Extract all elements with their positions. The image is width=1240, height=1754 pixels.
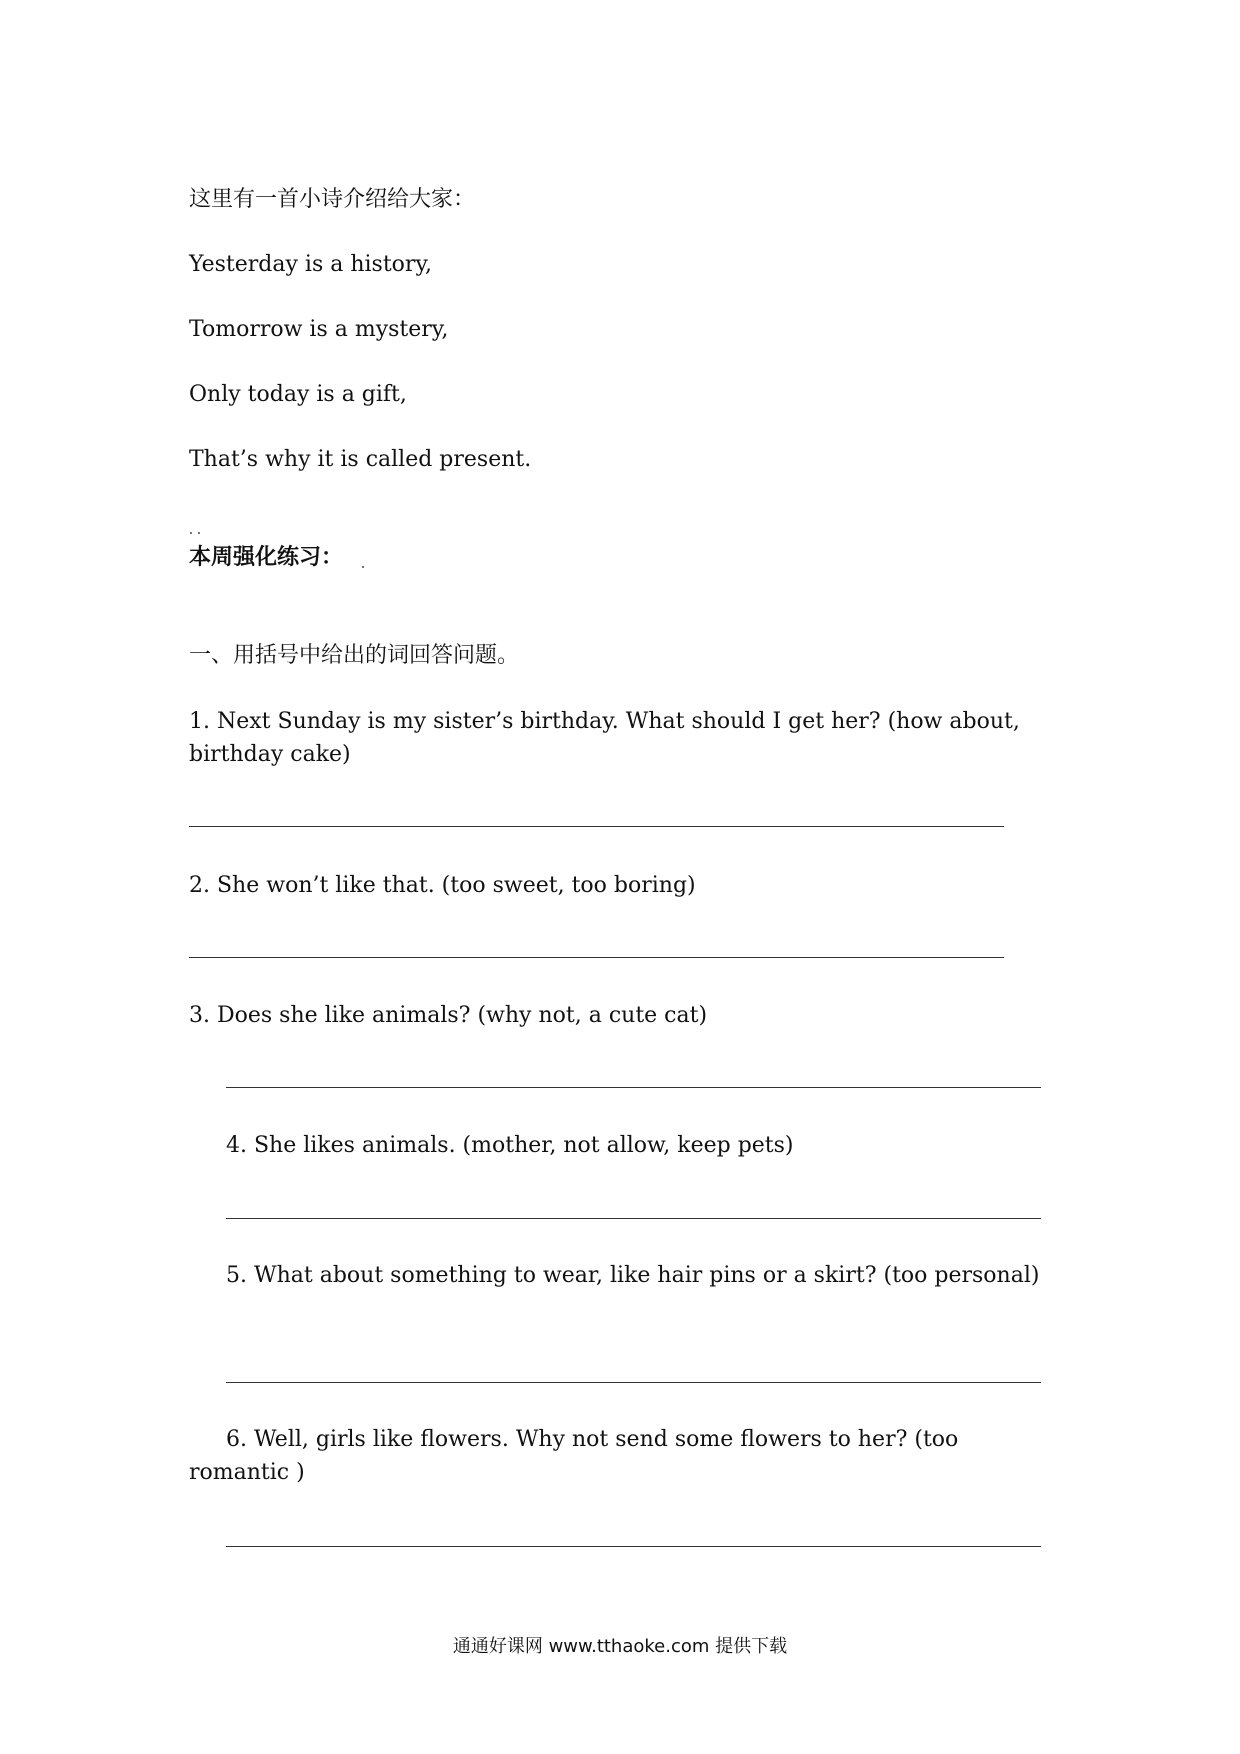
answer-line-4[interactable] bbox=[226, 1218, 1041, 1219]
question-4: 4. She likes animals. (mother, not allow, keep pets) bbox=[226, 1133, 794, 1158]
question-5: 5. What about something to wear, like hair pins or a skirt? (too personal) bbox=[226, 1263, 1040, 1288]
question-2: 2. She won’t like that. (too sweet, too boring) bbox=[189, 873, 696, 898]
question-6: 6. Well, girls like flowers. Why not send some flowers to her? (too romantic ) bbox=[189, 1427, 959, 1485]
question-3: 3. Does she like animals? (why not, a cute cat) bbox=[189, 1003, 708, 1028]
answer-line-3[interactable] bbox=[226, 1087, 1041, 1088]
answer-line-5[interactable] bbox=[226, 1382, 1041, 1383]
poem-line-4: That’s why it is called present. bbox=[189, 447, 532, 472]
scan-speck bbox=[198, 532, 200, 534]
answer-line-6[interactable] bbox=[226, 1546, 1041, 1547]
answer-line-2[interactable] bbox=[189, 957, 1004, 958]
poem-line-3: Only today is a gift, bbox=[189, 382, 407, 407]
question-1: 1. Next Sunday is my sister’s birthday. What should I get her? (how about, birthday cake) bbox=[189, 709, 1020, 767]
instruction: 一、用括号中给出的词回答问题。 bbox=[189, 643, 520, 668]
intro-text: 这里有一首小诗介绍给大家： bbox=[189, 187, 476, 212]
page-footer: 通通好课网 www.tthaoke.com 提供下载 bbox=[452, 1636, 788, 1657]
poem-line-2: Tomorrow is a mystery, bbox=[189, 317, 449, 342]
scan-speck bbox=[190, 532, 192, 534]
answer-line-1[interactable] bbox=[189, 826, 1004, 827]
section-title: 本周强化练习： bbox=[189, 545, 344, 570]
poem-line-1: Yesterday is a history, bbox=[189, 252, 432, 277]
scan-speck bbox=[362, 566, 364, 568]
